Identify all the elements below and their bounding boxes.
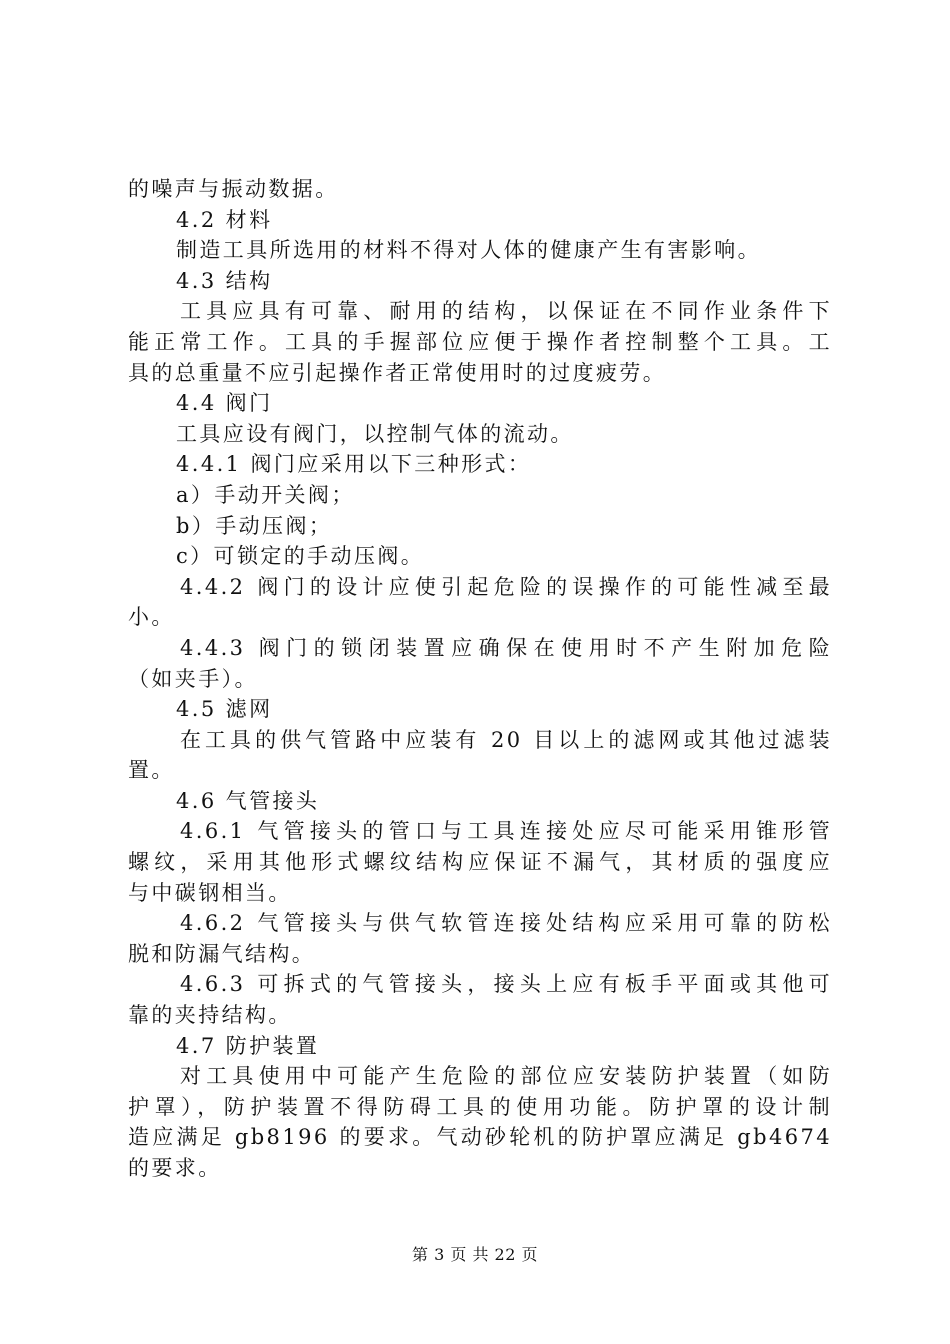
page-footer: 第 3 页 共 22 页 — [412, 1245, 538, 1264]
text-line: 具的总重量不应引起操作者正常使用时的过度疲劳。 — [128, 360, 667, 385]
text-line: 造应满足 gb8196 的要求。气动砂轮机的防护罩应满足 gb4674 — [128, 1125, 832, 1150]
document-body — [128, 174, 832, 1184]
text-line: 4.4.2 阀门的设计应使引起危险的误操作的可能性减至最 — [180, 574, 832, 599]
text-line: 靠的夹持结构。 — [128, 1003, 292, 1028]
text-line: 螺纹，采用其他形式螺纹结构应保证不漏气，其材质的强度应 — [128, 850, 832, 875]
text-line: 置。 — [128, 758, 175, 783]
text-line: 4.5 滤网 — [176, 697, 273, 722]
text-line: b）手动压阀； — [176, 513, 333, 538]
text-line: 对工具使用中可能产生危险的部位应安装防护装置（如防 — [180, 1064, 832, 1089]
text-line: 的要求。 — [128, 1156, 222, 1180]
text-line: 护罩），防护装置不得防碍工具的使用功能。防护罩的设计制 — [128, 1094, 832, 1119]
text-line: 工具应具有可靠、耐用的结构，以保证在不同作业条件下 — [180, 299, 832, 324]
text-line: （如夹手）。 — [128, 666, 258, 691]
text-line: 4.6 气管接头 — [176, 788, 320, 813]
text-line: 在工具的供气管路中应装有 20 目以上的滤网或其他过滤装 — [180, 727, 832, 752]
text-line: a）手动开关阀； — [176, 482, 355, 507]
text-line: c）可锁定的手动压阀。 — [176, 544, 425, 569]
text-line: 4.6.1 气管接头的管口与工具连接处应尽可能采用锥形管 — [180, 819, 832, 844]
text-line: 脱和防漏气结构。 — [128, 941, 316, 966]
text-line: 制造工具所选用的材料不得对人体的健康产生有害影响。 — [176, 238, 761, 263]
text-line: 4.6.2 气管接头与供气软管连接处结构应采用可靠的防松 — [180, 911, 832, 936]
text-line: 能正常工作。工具的手握部位应便于操作者控制整个工具。工 — [128, 329, 832, 354]
text-line: 工具应设有阀门，以控制气体的流动。 — [176, 421, 574, 446]
text-line: 4.4.1 阀门应采用以下三种形式： — [176, 452, 532, 477]
text-line: 小。 — [128, 605, 175, 630]
text-line: 4.3 结构 — [176, 268, 273, 293]
text-line: 与中碳钢相当。 — [128, 880, 292, 905]
text-line: 4.2 材料 — [176, 207, 273, 232]
text-line: 的噪声与振动数据。 — [128, 177, 339, 201]
text-line: 4.4.3 阀门的锁闭装置应确保在使用时不产生附加危险 — [180, 635, 832, 660]
text-line: 4.6.3 可拆式的气管接头，接头上应有板手平面或其他可 — [180, 972, 832, 997]
text-line: 4.7 防护装置 — [176, 1033, 320, 1058]
text-line: 4.4 阀门 — [176, 391, 273, 416]
